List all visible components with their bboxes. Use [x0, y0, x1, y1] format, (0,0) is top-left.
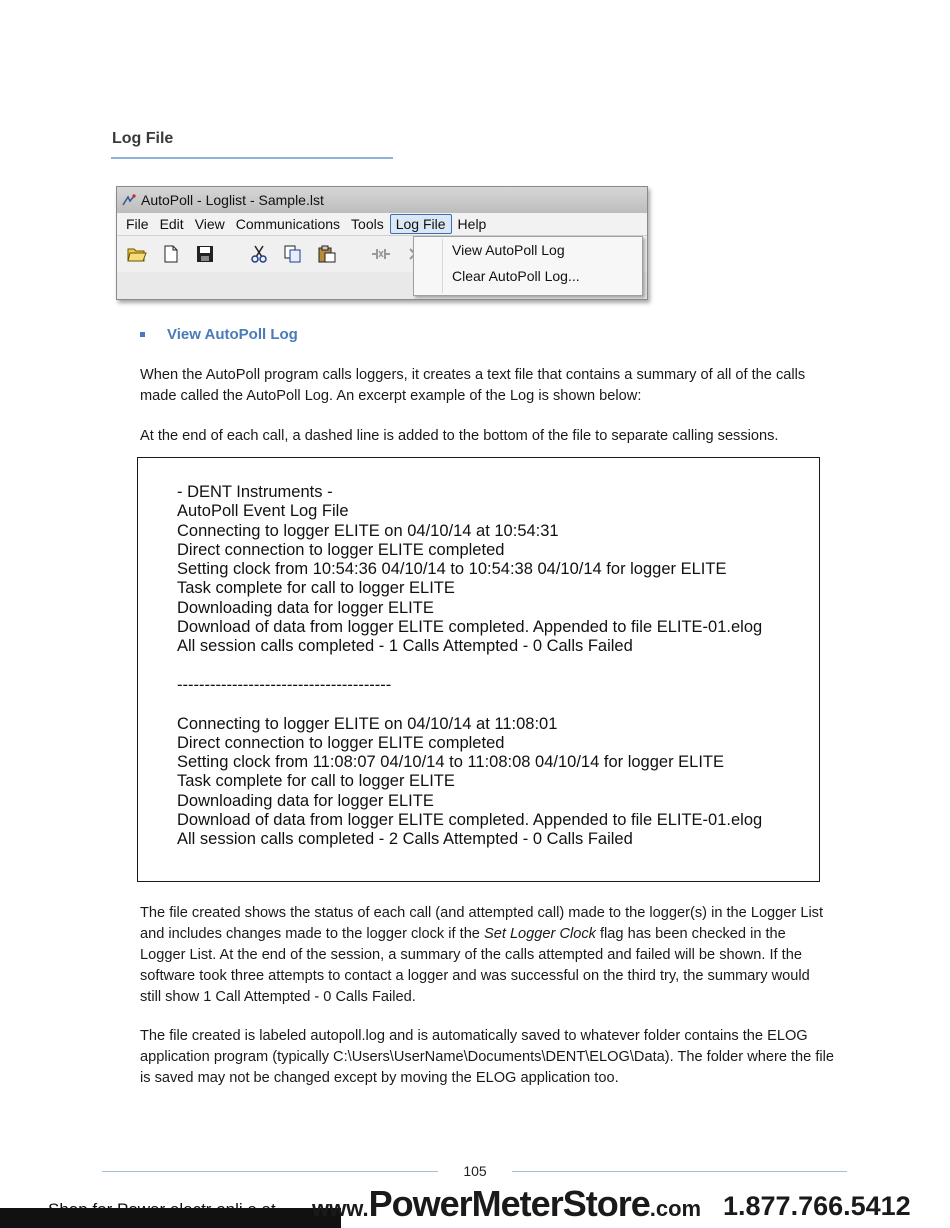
log-line: Download of data from logger ELITE completed. Appended to file ELITE-01.elog: [177, 811, 763, 830]
log-line: All session calls completed - 2 Calls Attempted - 0 Calls Failed: [177, 830, 633, 849]
copy-icon[interactable]: [281, 242, 305, 266]
menu-edit[interactable]: Edit: [159, 216, 184, 232]
page-number: 105: [463, 1163, 487, 1179]
log-line: Setting clock from 10:54:36 04/10/14 to 10:54:38 04/10/14 for logger ELITE: [177, 560, 727, 579]
paragraph-dashed-line: At the end of each call, a dashed line is added to the bottom of the file to separate calling sessions.: [140, 428, 779, 444]
log-line: [177, 695, 762, 714]
new-file-icon[interactable]: [159, 242, 183, 266]
store-url[interactable]: [312, 1183, 701, 1225]
menu-bar: [117, 213, 647, 236]
paragraph-intro: When the AutoPoll program calls loggers, it creates a text file that contains a summary of all of the calls made called the AutoPoll Log. An excerpt example of the Log is shown below:: [140, 367, 806, 404]
log-line: Direct connection to logger ELITE completed: [177, 540, 505, 559]
paragraph-status-after: flag has been checked in the Logger List. At the end of the session, a summary of the calls attempted and failed will be shown. If the software took three attempts to contact a logger and was successful on the third try, the summary would still show 1 Call Attempted - 0 Calls Failed.: [140, 926, 810, 1005]
section-title: Log File: [112, 130, 174, 147]
cut-icon[interactable]: [247, 242, 271, 266]
autopoll-window-screenshot: [116, 186, 648, 300]
menu-file[interactable]: File: [126, 216, 149, 232]
window-title-bar: [117, 187, 647, 213]
log-line: Downloading data for logger ELITE: [177, 791, 434, 810]
log-line: - DENT Instruments -: [177, 483, 333, 501]
log-line: Setting clock from 11:08:07 04/10/14 to 11:08:08 04/10/14 for logger ELITE: [177, 753, 724, 772]
log-file-dropdown: [413, 236, 643, 296]
log-line: All session calls completed - 1 Calls Attempted - 0 Calls Failed: [177, 637, 633, 656]
log-line: Connecting to logger ELITE on 04/10/14 at 10:54:31: [177, 521, 559, 540]
paragraph-status-before: The file created shows the status of each call (and attempted call) made to the logger(s) in the Logger List and includes changes made to the logger clock if the: [140, 905, 824, 942]
store-url-tld: .com: [649, 1196, 702, 1221]
store-phone: 1.877.766.5412: [723, 1191, 911, 1221]
log-line: [177, 657, 762, 676]
footer-black-bar: [0, 1208, 341, 1228]
log-line: Task complete for call to logger ELITE: [177, 772, 455, 791]
bullet-view-autopoll-log: [140, 326, 298, 343]
log-excerpt-box: [137, 457, 820, 882]
bullet-square-icon: [140, 332, 145, 337]
bullet-label: View AutoPoll Log: [167, 326, 298, 343]
menu-log-file[interactable]: Log File: [390, 214, 452, 234]
menu-clear-autopoll-log[interactable]: Clear AutoPoll Log...: [452, 268, 580, 284]
log-line: Downloading data for logger ELITE: [177, 598, 434, 617]
connect-icon[interactable]: [369, 242, 393, 266]
log-line: AutoPoll Event Log File: [177, 502, 349, 521]
section-underline: [111, 157, 393, 159]
set-logger-clock-emphasis: Set Logger Clock: [483, 926, 596, 942]
paragraph-status: [140, 903, 830, 1008]
store-url-www: www.: [312, 1196, 369, 1221]
menu-help[interactable]: Help: [457, 216, 487, 232]
store-url-brand: PowerMeterStore: [368, 1183, 650, 1224]
paragraph-file-location: The file created is labeled autopoll.log and is automatically saved to whatever folder contains the ELOG application program (typically C:\Users\UserName\Documents\DENT\ELOG\Data). The folder where the file is saved may not be changed except by moving the ELOG application too.: [140, 1028, 835, 1086]
open-folder-icon[interactable]: [125, 242, 149, 266]
menu-view-autopoll-log[interactable]: View AutoPoll Log: [452, 242, 565, 258]
log-line: Connecting to logger ELITE on 04/10/14 at 11:08:01: [177, 714, 558, 733]
log-lines: [177, 483, 762, 850]
log-line: ---------------------------------------: [177, 675, 392, 694]
log-line: Download of data from logger ELITE completed. Appended to file ELITE-01.elog: [177, 618, 763, 637]
paste-icon[interactable]: [315, 242, 339, 266]
autopoll-app-icon: [121, 193, 137, 207]
log-line: Direct connection to logger ELITE completed: [177, 733, 505, 752]
log-line: Task complete for call to logger ELITE: [177, 579, 455, 598]
menu-view[interactable]: View: [194, 216, 225, 232]
menu-communications[interactable]: Communications: [235, 216, 341, 232]
menu-tools[interactable]: Tools: [351, 216, 384, 232]
save-icon[interactable]: [193, 242, 217, 266]
window-title: AutoPoll - Loglist - Sample.lst: [141, 192, 324, 208]
